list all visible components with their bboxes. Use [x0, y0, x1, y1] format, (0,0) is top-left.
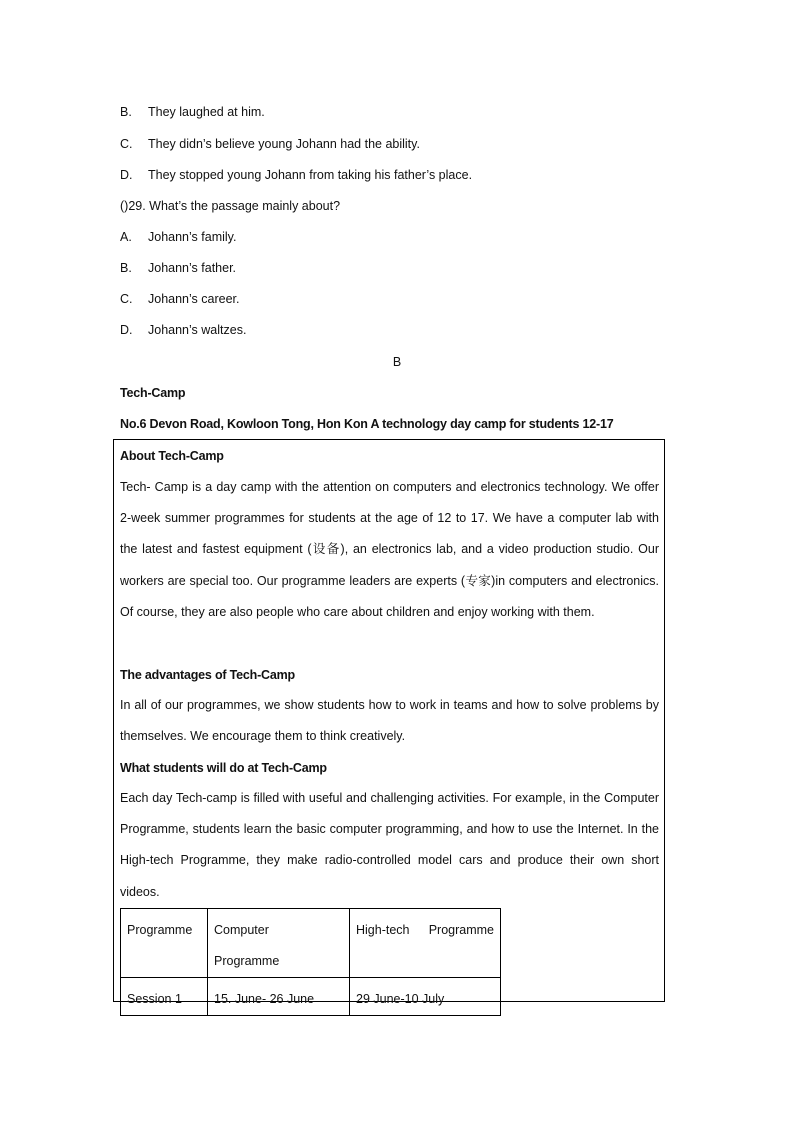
option-letter: C. [120, 137, 133, 151]
header-cell-computer [208, 909, 350, 978]
activities-heading: What students will do at Tech-Camp [120, 761, 327, 775]
header-programme: Programme [127, 923, 193, 937]
advantages-heading: The advantages of Tech-Camp [120, 668, 295, 682]
schedule-table [120, 908, 501, 1016]
cell-computer-dates: 15. June- 26 June [208, 978, 350, 1016]
option-text: They stopped young Johann from taking his father’s place. [148, 168, 473, 182]
about-heading: About Tech-Camp [120, 449, 224, 463]
header-hightech-word2: Programme [428, 923, 494, 937]
option-text: Johann’s father. [148, 261, 237, 275]
cell-session: Session 1 [121, 978, 208, 1016]
header-cell-hightech [350, 909, 501, 978]
passage-title: Tech-Camp [120, 386, 186, 400]
about-paragraph: Tech- Camp is a day camp with the attention on computers and electronics technology. We offer 2-week summer programmes for students at the age of 12 to 17. We have a computer lab with the latest and fastest equipment (设备), an electronics lab, and a video production studio. Our workers are special too. Our programme leaders are experts (专家)in computers and electronics. Of course, they are also people who care about children and enjoy working with them. [120, 480, 659, 619]
cell-hightech-dates: 29 June-10 July [350, 978, 501, 1016]
header-computer-line1: Computer [214, 923, 269, 937]
table-row [121, 978, 501, 1016]
option-letter: A. [120, 230, 132, 244]
header-hightech [356, 915, 494, 946]
header-computer-line2: Programme [214, 954, 280, 968]
table-header-row [121, 909, 501, 978]
option-letter: B. [120, 105, 132, 119]
option-text: Johann’s family. [148, 230, 237, 244]
option-letter: D. [120, 168, 133, 182]
passage-subtitle: No.6 Devon Road, Kowloon Tong, Hon Kon A technology day camp for students 12-17 [120, 417, 614, 431]
activities-paragraph: Each day Tech-camp is filled with useful and challenging activities. For example, in the Computer Programme, students learn the basic computer programming, and how to use the Internet. In the High-tech Programme, they make radio-controlled model cars and produce their own short videos. [120, 791, 659, 899]
option-letter: D. [120, 323, 133, 337]
option-text: They laughed at him. [148, 105, 265, 119]
option-text: They didn’s believe young Johann had the ability. [148, 137, 420, 151]
option-text: Johann’s waltzes. [148, 323, 247, 337]
advantages-paragraph: In all of our programmes, we show students how to work in teams and how to solve problems by themselves. We encourage them to think creatively. [120, 698, 659, 744]
option-letter: B. [120, 261, 132, 275]
section-letter: B [392, 355, 402, 369]
option-text: Johann’s career. [148, 292, 240, 306]
header-hightech-word1: High-tech [356, 923, 410, 937]
header-cell-programme [121, 909, 208, 978]
option-letter: C. [120, 292, 133, 306]
question-29-stem: ()29. What’s the passage mainly about? [120, 199, 341, 213]
